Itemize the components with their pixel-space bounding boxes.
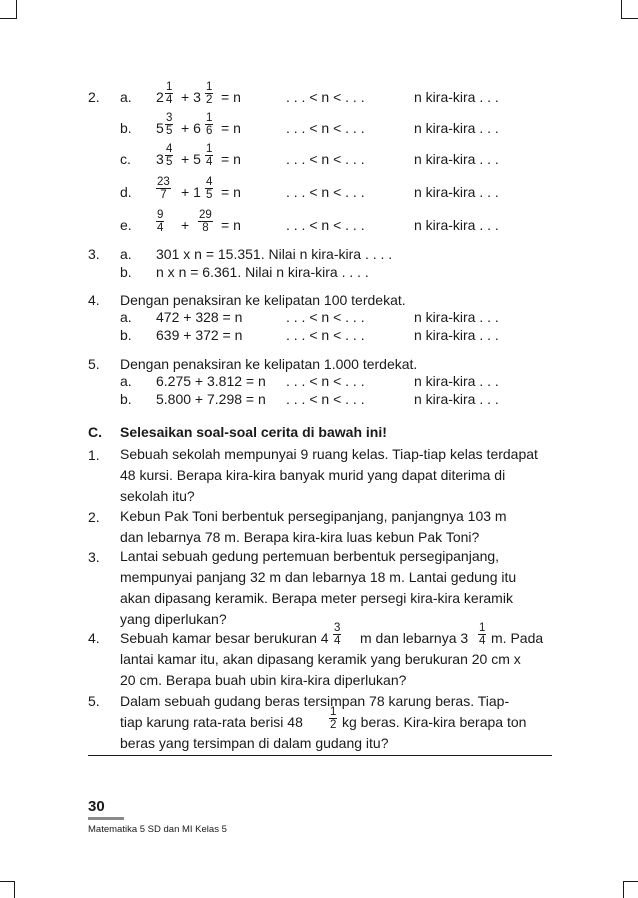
text-line: akan dipasang keramik. Berapa meter persegi kira-kira keramik (120, 590, 513, 606)
question-intro: Dengan penaksiran ke kelipatan 1.000 terdekat. (120, 356, 418, 372)
content-divider (88, 755, 552, 756)
text-line: yang diperlukan? (120, 611, 227, 627)
inequality-blank: . . . < n < . . . (286, 327, 365, 343)
item-letter: b. (120, 264, 132, 280)
item-letter: c. (120, 151, 131, 167)
estimate-blank: n kira-kira . . . (414, 373, 499, 389)
question-intro: Dengan penaksiran ke kelipatan 100 terdekat. (120, 292, 406, 308)
item-letter: a. (120, 309, 132, 325)
item-letter: b. (120, 327, 132, 343)
estimate-blank: n kira-kira . . . (414, 151, 499, 167)
fraction: $\frac{9}{4}$ (157, 209, 164, 234)
fraction: $\frac{3}{4}$ (334, 622, 341, 647)
inequality-blank: . . . < n < . . . (286, 120, 365, 136)
section-title: Selesaikan soal-soal cerita di bawah ini! (120, 424, 387, 440)
whole-number: 5 (156, 120, 164, 136)
page-number: 30 (88, 798, 105, 815)
equation-result: = n (221, 120, 241, 136)
crop-mark-top-left (0, 0, 17, 19)
fraction: $\frac{23}{7}$ (157, 176, 170, 201)
estimate-blank: n kira-kira . . . (414, 184, 499, 200)
text-segment: Sebuah kamar besar berukuran 4 (120, 630, 329, 646)
text-line: 20 cm. Berapa buah ubin kira-kira diperlukan? (120, 672, 407, 688)
question-number: 2. (88, 509, 100, 525)
item-letter: a. (120, 89, 132, 105)
fraction: $\frac{3}{5}$ (166, 112, 173, 137)
inequality-blank: . . . < n < . . . (286, 151, 365, 167)
item-letter: e. (120, 217, 132, 233)
estimate-blank: n kira-kira . . . (414, 217, 499, 233)
section-letter: C. (88, 424, 102, 440)
estimate-blank: n kira-kira . . . (414, 309, 499, 325)
text-line: sekolah itu? (120, 488, 195, 504)
whole-number: 2 (156, 89, 164, 105)
estimate-blank: n kira-kira . . . (414, 327, 499, 343)
question-number: 1. (88, 447, 100, 463)
book-title: Matematika 5 SD dan MI Kelas 5 (88, 824, 227, 835)
operator: + 6 (181, 120, 201, 136)
text-segment: m dan lebarnya 3 (360, 630, 469, 646)
inequality-blank: . . . < n < . . . (286, 184, 365, 200)
question-number: 4. (88, 630, 100, 646)
inequality-blank: . . . < n < . . . (286, 89, 365, 105)
text-segment: tiap karung rata-rata berisi 48 (120, 714, 303, 730)
fraction: $\frac{1}{2}$ (206, 81, 213, 106)
text-line: mempunyai panjang 32 m dan lebarnya 18 m. Lantai gedung itu (120, 569, 517, 585)
text-line: beras yang tersimpan di dalam gudang itu? (120, 735, 389, 751)
fraction: $\frac{29}{8}$ (199, 209, 212, 234)
fraction: $\frac{1}{6}$ (206, 112, 213, 137)
equation-result: = n (221, 89, 241, 105)
item-letter: b. (120, 391, 132, 407)
operator: + 5 (181, 151, 201, 167)
item-letter: b. (120, 120, 132, 136)
story-text (120, 546, 556, 630)
equation: 472 + 328 = n (156, 309, 243, 325)
whole-number: 3 (156, 151, 164, 167)
item-letter: a. (120, 246, 132, 262)
text-line: Sebuah sekolah mempunyai 9 ruang kelas. Tiap-tiap kelas terdapat (120, 446, 538, 462)
question-number: 4. (88, 292, 100, 308)
fraction: $\frac{4}{5}$ (206, 176, 213, 201)
equation-result: = n (221, 184, 241, 200)
fraction: $\frac{1}{4}$ (479, 622, 486, 647)
question-number: 5. (88, 356, 100, 372)
text-segment: kg beras. Kira-kira berapa ton (342, 714, 527, 730)
fraction: $\frac{1}{4}$ (206, 143, 213, 168)
question-number: 2. (88, 89, 100, 105)
question-number: 5. (88, 693, 100, 709)
fraction: $\frac{4}{5}$ (166, 143, 173, 168)
page-number-bar (88, 817, 124, 820)
equation-result: = n (221, 217, 241, 233)
item-letter: d. (120, 184, 132, 200)
estimate-blank: n kira-kira . . . (414, 120, 499, 136)
inequality-blank: . . . < n < . . . (286, 373, 365, 389)
crop-mark-top-right (621, 0, 638, 19)
inequality-blank: . . . < n < . . . (286, 217, 365, 233)
question-number: 3. (88, 246, 100, 262)
story-text (120, 444, 556, 507)
text-segment: m. Pada (491, 630, 544, 646)
inequality-blank: . . . < n < . . . (286, 391, 365, 407)
text-line: lantai kamar itu, akan dipasang keramik yang berukuran 20 cm x (120, 651, 521, 667)
operator: + 3 (181, 89, 201, 105)
operator: + 1 (181, 184, 201, 200)
inequality-blank: . . . < n < . . . (286, 309, 365, 325)
story-text (120, 506, 556, 548)
crop-mark-bottom-left (0, 881, 15, 898)
equation: 639 + 372 = n (156, 327, 243, 343)
text-line: 48 kursi. Berapa kira-kira banyak murid yang dapat diterima di (120, 467, 506, 483)
text-line: Kebun Pak Toni berbentuk persegipanjang, panjangnya 103 m (120, 508, 507, 524)
item-letter: a. (120, 373, 132, 389)
equation: 6.275 + 3.812 = n (156, 373, 266, 389)
equation-result: = n (221, 151, 241, 167)
fraction: $\frac{1}{4}$ (166, 81, 173, 106)
text-line: Lantai sebuah gedung pertemuan berbentuk persegipanjang, (120, 548, 500, 564)
estimate-blank: n kira-kira . . . (414, 89, 499, 105)
question-3b-text: n x n = 6.361. Nilai n kira-kira . . . . (156, 264, 369, 280)
equation: 5.800 + 7.298 = n (156, 391, 266, 407)
crop-mark-bottom-right (623, 881, 638, 898)
text-line: dan lebarnya 78 m. Berapa kira-kira luas kebun Pak Toni? (120, 529, 480, 545)
operator: + (181, 217, 190, 233)
estimate-blank: n kira-kira . . . (414, 391, 499, 407)
text-line: Dalam sebuah gudang beras tersimpan 78 karung beras. Tiap- (120, 693, 510, 709)
fraction: $\frac{1}{2}$ (330, 706, 337, 731)
question-3a-text: 301 x n = 15.351. Nilai n kira-kira . . . . (156, 246, 393, 262)
question-number: 3. (88, 549, 100, 565)
